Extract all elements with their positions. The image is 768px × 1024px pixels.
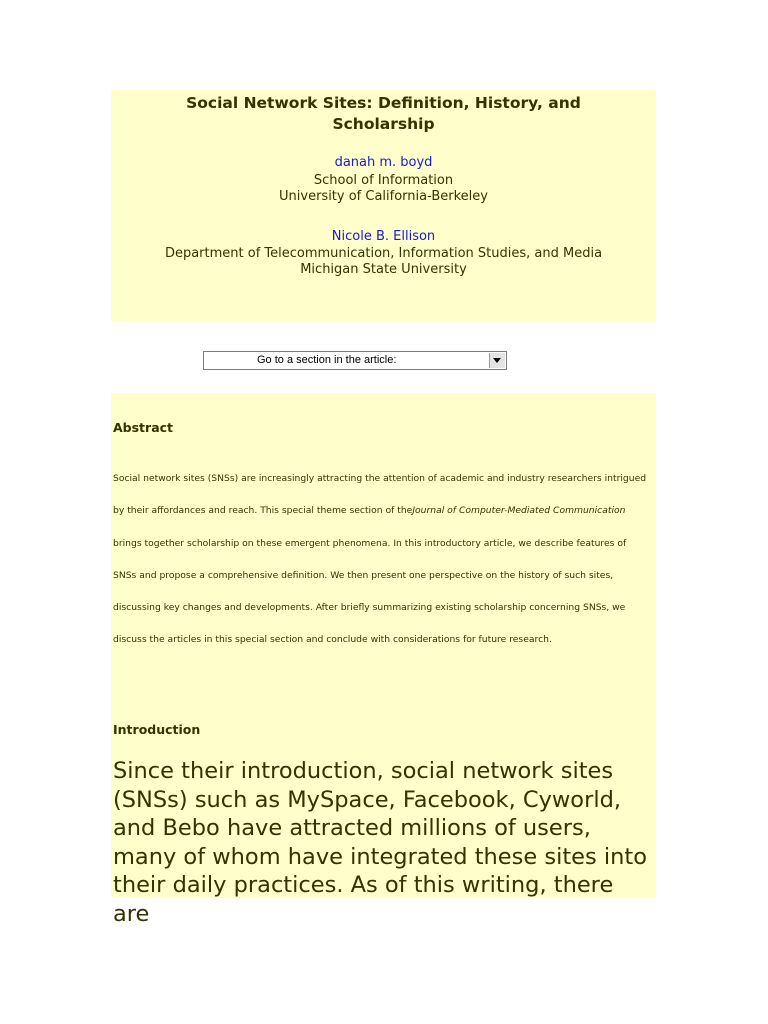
author-affiliation-university: University of California-Berkeley xyxy=(279,189,488,204)
author-affiliation-school: School of Information xyxy=(313,173,454,188)
author-name-boyd[interactable]: danah m. boyd xyxy=(334,155,433,170)
section-select-value: Go to a section in the article: xyxy=(257,354,397,366)
author-affiliation-department: Department of Telecommunication, Information Studies, and Media xyxy=(164,246,603,261)
article-title: Social Network Sites: Definition, History, and Scholarship xyxy=(186,94,581,133)
article-body xyxy=(111,393,656,927)
author-affiliation-university: Michigan State University xyxy=(300,262,467,277)
author-name-ellison[interactable]: Nicole B. Ellison xyxy=(331,229,436,244)
abstract-heading: Abstract xyxy=(113,420,174,435)
abstract-text-end: brings together scholarship on these emergent phenomena. In this introductory article, we describe features of SNSs and propose a comprehensive definition. We then present one perspective on the history of such sites, discussing key changes and developments. After briefly summarizing existing scholarship concerning SNSs, we discuss the articles in this special section and conclude with considerations for future research. xyxy=(113,537,627,646)
abstract-paragraph xyxy=(113,463,648,657)
introduction-paragraph: Since their introduction, social network sites (SNSs) such as MySpace, Facebook, Cyworld, and Bebo have attracted millions of users, many of whom have integrated these sites into their daily practices. As of this writing, there are xyxy=(113,758,647,927)
article-header xyxy=(111,90,656,321)
section-select-dropdown[interactable] xyxy=(203,351,507,370)
abstract-text-start: Social network sites (SNSs) are increasingly attracting the attention of academic and industry researchers intrigued by their affordances and reach. This special theme section of the xyxy=(113,473,647,517)
introduction-heading: Introduction xyxy=(113,722,201,737)
journal-name: Journal of Computer-Mediated Communication xyxy=(412,505,626,517)
chevron-down-icon[interactable] xyxy=(489,353,505,368)
